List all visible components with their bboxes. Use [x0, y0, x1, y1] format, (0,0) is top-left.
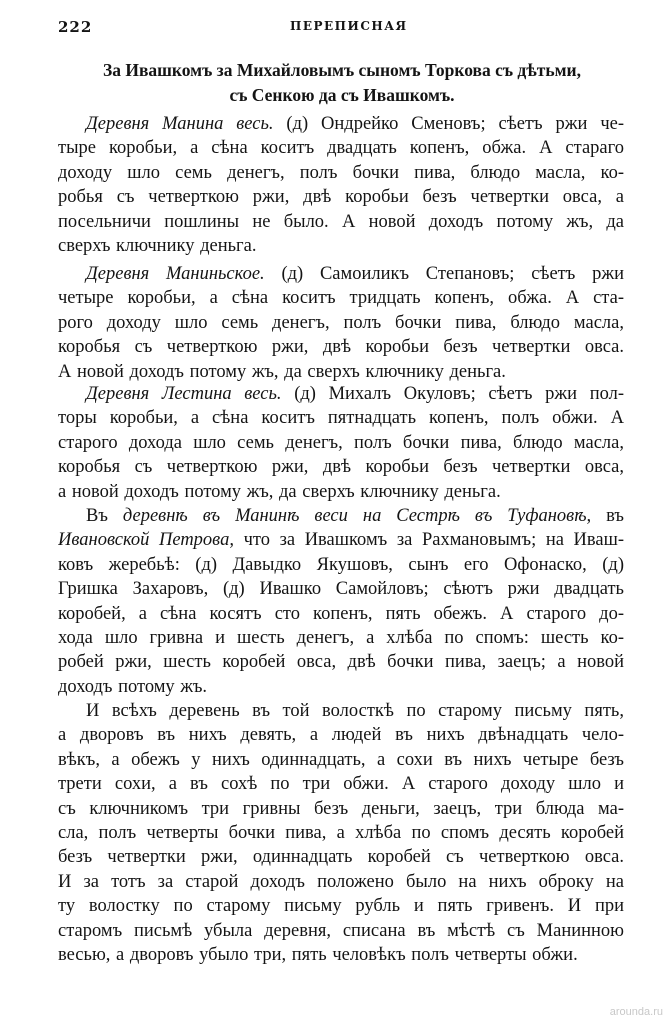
text-line — [58, 723, 624, 747]
text-line — [58, 919, 624, 943]
line-text: ту волостку по старому письму рубль и пять гривенъ. И при — [58, 896, 624, 917]
line-text: (д) Самоиликъ Степановъ; сѣетъ ржи — [264, 264, 624, 284]
line-text: И за тотъ за старой доходъ положено было на нихъ оброку на — [58, 871, 624, 892]
village-name: Деревня Маниньское. — [86, 264, 265, 284]
text-line — [58, 528, 624, 552]
line-text: съ ключникомъ три гривны безъ деньги, заецъ, три блюда ма- — [58, 798, 624, 819]
text-line — [58, 210, 624, 234]
watermark: arounda.ru — [609, 1006, 663, 1018]
line-text: сла, полъ четверты бочки пива, а хлѣба по спомъ десять коробей — [58, 823, 624, 844]
text-line — [58, 234, 624, 258]
text-line — [58, 382, 624, 406]
page-number: 222 — [58, 18, 93, 36]
line-text: старомъ письмѣ убыла деревня, списана въ мѣстѣ съ Манинною — [58, 920, 624, 941]
village-name: Деревня Манина весь. — [86, 114, 274, 134]
text-line — [58, 577, 624, 601]
text-line — [58, 406, 624, 430]
text-line — [58, 286, 624, 310]
line-text: коробья съ четверткою ржи, двѣ коробьи безъ четвертки овса, — [58, 457, 624, 478]
line-text: а новой доходъ потому жъ, да сверхъ ключнику деньга. — [58, 481, 501, 502]
text-line — [58, 335, 624, 359]
line-text: коробей, а сѣна косятъ сто копенъ, пять обежъ. А старого до- — [58, 603, 624, 624]
text-line — [58, 870, 624, 894]
text-line — [58, 360, 624, 384]
text-line — [58, 136, 624, 160]
line-text: посельничи пошлины не было. А новой доходъ потому жъ, да — [58, 211, 624, 232]
paragraph-manina-ves — [58, 112, 624, 258]
line-text: робей ржи, шесть коробей овса, двѣ бочки пива, заецъ; а новой — [58, 652, 624, 673]
line-text: трети сохи, а въ сохѣ по три обжи. А старого доходу шло и — [58, 774, 624, 795]
village-name: Деревня Лестина весь. — [86, 384, 282, 404]
text-line — [58, 112, 624, 136]
text-line — [58, 650, 624, 674]
line-text: ковъ жеребьѣ: (д) Давыдко Якушовъ, сынъ его Офонаско, (д) — [58, 554, 624, 575]
line-text: безъ четвертки ржи, одиннадцать коробей съ четверткою овса. — [58, 847, 624, 868]
text-line — [58, 943, 624, 967]
text-line — [58, 185, 624, 209]
line-text: доходъ потому жъ. — [58, 676, 208, 697]
line-text: робья съ четверткою ржи, двѣ коробьи безъ четвертки овса, а — [58, 187, 624, 208]
line-text: весью, а дворовъ убыло три, пять человѣкъ полъ четверты обжи. — [58, 945, 578, 966]
section-heading-line: За Ивашкомъ за Михайловымъ сыномъ Торкова съ дѣтьми, — [102, 60, 582, 80]
line-text: Ивановской Петрова, что за Ивашкомъ за Рахмановымъ; на Иваш- — [58, 530, 624, 551]
section-heading-line: съ Сенкою да съ Ивашкомъ. — [229, 85, 455, 105]
line-text: доходу шло семь денегъ, полъ бочки пива, блюдо масла, ко- — [58, 162, 624, 183]
text-line — [58, 311, 624, 335]
text-line — [58, 602, 624, 626]
text-line — [58, 480, 624, 504]
line-text: Гришка Захаровъ, (д) Ивашко Самойловъ; сѣютъ ржи двадцать — [58, 579, 624, 600]
text-line — [58, 772, 624, 796]
paragraph-lestina-ves — [58, 382, 624, 504]
text-line — [58, 431, 624, 455]
paragraph-maninskoe — [58, 262, 624, 384]
text-line — [58, 553, 624, 577]
line-text: торы коробьи, а сѣна коситъ пятнадцать копенъ, полъ обжи. А — [58, 408, 624, 429]
line-text: рого доходу шло семь денегъ, полъ бочки пива, блюдо масла, — [58, 312, 624, 333]
text-line — [58, 845, 624, 869]
line-text: сверхъ ключнику деньга. — [58, 236, 257, 257]
line-text: Въ деревнѣ въ Манинѣ веси на Сестрѣ въ Туфановѣ, въ — [86, 506, 624, 526]
text-line — [58, 699, 624, 723]
line-text: вѣкъ, а обежъ у нихъ одиннадцать, а сохи въ нихъ четыре безъ — [58, 749, 624, 770]
text-line — [58, 455, 624, 479]
paragraph-volost-summary — [58, 699, 624, 967]
line-text: хода шло гривна и шесть денегъ, а хлѣба по спомъ: шесть ко- — [58, 628, 624, 649]
text-line — [58, 161, 624, 185]
running-head: ПЕРЕПИСНАЯ — [290, 19, 408, 33]
line-text: (д) Михалъ Окуловъ; сѣетъ ржи пол- — [281, 384, 624, 404]
text-line — [58, 504, 624, 528]
line-text: четыре коробьи, а сѣна коситъ тридцать копенъ, обжа. А ста- — [58, 288, 624, 309]
text-line — [58, 821, 624, 845]
line-text: старого дохода шло семь денегъ, полъ бочки пива, блюдо масла, — [58, 432, 624, 453]
line-text: (д) Ондрейко Сменовъ; сѣетъ ржи че- — [273, 114, 624, 134]
text-line — [58, 675, 624, 699]
line-text: коробья съ четверткою ржи, двѣ коробьи безъ четвертки овса. — [58, 337, 624, 358]
text-line — [58, 262, 624, 286]
text-line — [58, 748, 624, 772]
text-line — [58, 894, 624, 918]
text-line — [58, 626, 624, 650]
page-header — [58, 18, 658, 40]
line-text: тыре коробьи, а сѣна коситъ двадцать копенъ, обжа. А стараго — [58, 138, 624, 159]
line-text: а дворовъ въ нихъ девять, а людей въ нихъ двѣнадцать чело- — [58, 725, 624, 746]
paragraph-sestra-tufanovo — [58, 504, 624, 699]
line-text: И всѣхъ деревень въ той волосткѣ по старому письму пять, — [86, 701, 624, 721]
section-heading — [58, 58, 626, 108]
text-line — [58, 797, 624, 821]
line-text: А новой доходъ потому жъ, да сверхъ ключнику деньга. — [58, 361, 506, 382]
